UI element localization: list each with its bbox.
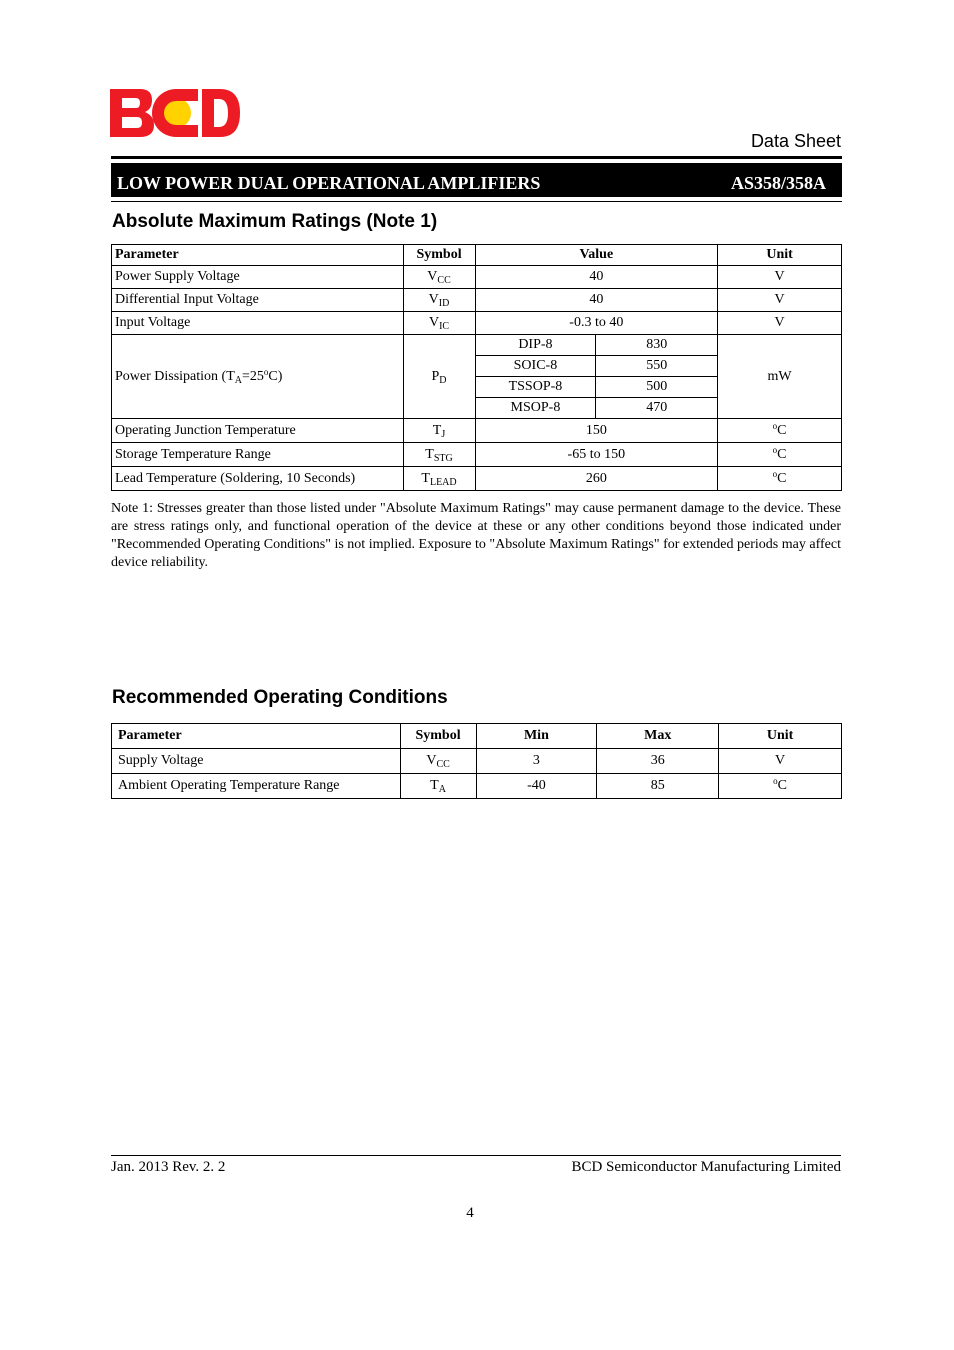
table-header-row — [112, 245, 842, 266]
symbol-cell: $V_{IC}$ — [403, 312, 475, 335]
value-cell: 40 — [475, 266, 718, 289]
unit-cell: V — [719, 749, 842, 774]
doc-type-label: Data Sheet — [750, 131, 841, 151]
col-max: Max — [597, 724, 719, 749]
table-row — [112, 467, 842, 491]
abs-max-heading: Absolute Maximum Ratings (Note 1) — [112, 211, 438, 232]
col-unit: Unit — [719, 724, 842, 749]
min-cell: -40 — [476, 774, 597, 799]
param-cell: Differential Input Voltage — [112, 289, 404, 312]
package-value-cell: 830 — [596, 335, 718, 356]
unit-cell: $^o$C — [718, 419, 842, 443]
value-cell: -65 to 150 — [475, 443, 718, 467]
table-row — [112, 419, 842, 443]
col-symbol: Symbol — [403, 245, 475, 266]
abs-max-table — [111, 244, 842, 491]
table-header-row — [112, 724, 842, 749]
col-unit: Unit — [718, 245, 842, 266]
rec-op-heading: Recommended Operating Conditions — [112, 687, 448, 708]
package-cell: DIP-8 — [475, 335, 596, 356]
symbol-cell: $V_{CC}$ — [403, 266, 475, 289]
value-cell: 150 — [475, 419, 718, 443]
note-1: Note 1: Stresses greater than those listed under "Absolute Maximum Ratings" may cause permanent damage to the device. These are stress ratings only, and functional operation of the device at these or any other conditions beyond those indicated under "Recommended Operating Conditions" is not implied. Exposure to "Absolute Maximum Ratings" for extended periods may affect device reliability. — [111, 501, 841, 570]
value-cell: -0.3 to 40 — [475, 312, 718, 335]
value-cell: 260 — [475, 467, 718, 491]
param-cell: Power Dissipation $(T_A=25^oC)$ — [112, 335, 404, 419]
rec-op-table — [111, 723, 842, 799]
value-cell: 40 — [475, 289, 718, 312]
unit-cell: $^o$C — [718, 443, 842, 467]
symbol-cell: $T_{LEAD}$ — [403, 467, 475, 491]
col-value: Value — [475, 245, 718, 266]
table-row — [112, 289, 842, 312]
package-cell: TSSOP-8 — [475, 377, 596, 398]
symbol-cell: $T_{STG}$ — [403, 443, 475, 467]
min-cell: 3 — [476, 749, 597, 774]
unit-cell: $^o$C — [719, 774, 842, 799]
table-row — [112, 774, 842, 799]
package-value-cell: 470 — [596, 398, 718, 419]
col-parameter: Parameter — [112, 245, 404, 266]
symbol-cell: $T_J$ — [403, 419, 475, 443]
max-cell: 36 — [597, 749, 719, 774]
part-number: AS358/358A — [730, 173, 826, 193]
unit-cell: V — [718, 266, 842, 289]
col-symbol: Symbol — [400, 724, 476, 749]
param-cell: Supply Voltage — [112, 749, 401, 774]
symbol-cell: $V_{CC}$ — [400, 749, 476, 774]
param-cell: Storage Temperature Range — [112, 443, 404, 467]
bcd-logo — [110, 89, 242, 137]
param-cell: Input Voltage — [112, 312, 404, 335]
symbol-cell: $V_{ID}$ — [403, 289, 475, 312]
table-row — [112, 749, 842, 774]
title-bar — [111, 163, 842, 197]
param-cell: Operating Junction Temperature — [112, 419, 404, 443]
col-min: Min — [476, 724, 597, 749]
max-cell: 85 — [597, 774, 719, 799]
header-rule — [111, 156, 842, 159]
package-cell: MSOP-8 — [475, 398, 596, 419]
package-value-cell: 500 — [596, 377, 718, 398]
unit-cell: V — [718, 289, 842, 312]
footer-date-revision: Jan. 2013 Rev. 2. 2 — [111, 1159, 226, 1175]
table-row — [112, 266, 842, 289]
table-row — [112, 443, 842, 467]
footer-company: BCD Semiconductor Manufacturing Limited — [571, 1159, 841, 1175]
col-parameter: Parameter — [112, 724, 401, 749]
param-cell: Lead Temperature (Soldering, 10 Seconds) — [112, 467, 404, 491]
param-cell: Ambient Operating Temperature Range — [112, 774, 401, 799]
package-value-cell: 550 — [596, 356, 718, 377]
table-row — [112, 312, 842, 335]
symbol-cell: $P_D$ — [403, 335, 475, 419]
unit-cell: V — [718, 312, 842, 335]
document-title: LOW POWER DUAL OPERATIONAL AMPLIFIERS — [117, 173, 541, 193]
symbol-cell: $T_A$ — [400, 774, 476, 799]
unit-cell: $^o$C — [718, 467, 842, 491]
param-cell: Power Supply Voltage — [112, 266, 404, 289]
package-cell: SOIC-8 — [475, 356, 596, 377]
table-row — [112, 335, 842, 356]
page-number: 4 — [466, 1205, 474, 1221]
title-underline — [111, 201, 842, 202]
footer-rule — [111, 1155, 841, 1156]
unit-cell: mW — [718, 335, 842, 419]
